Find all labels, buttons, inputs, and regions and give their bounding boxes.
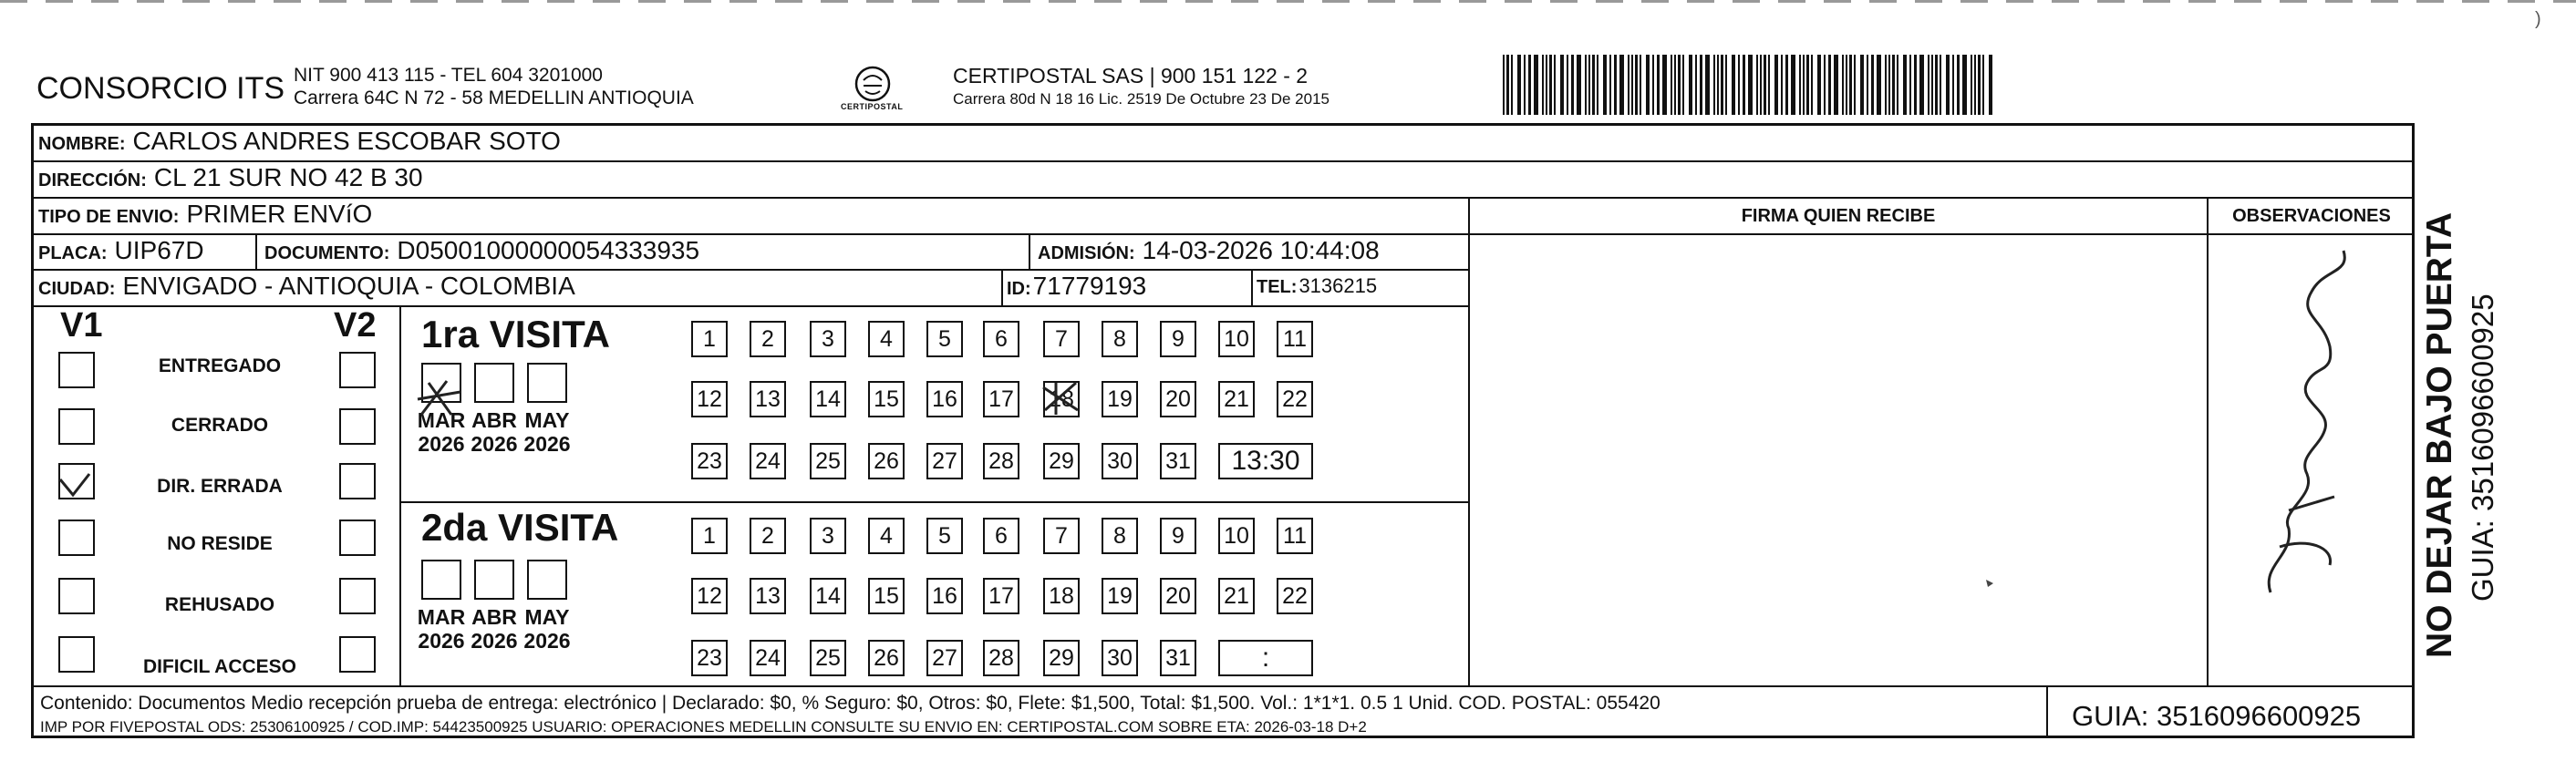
day-box[interactable]: 7 <box>1043 518 1080 554</box>
status-label: NO RESIDE <box>167 533 273 554</box>
day-box[interactable]: 7 <box>1043 321 1080 357</box>
day-box[interactable]: 15 <box>868 381 905 417</box>
day-box[interactable]: 10 <box>1218 518 1255 554</box>
day-box[interactable]: 21 <box>1218 381 1255 417</box>
day-box[interactable]: 15 <box>868 578 905 614</box>
documento-value: D05001000000054333935 <box>397 236 700 264</box>
status-label: DIR. ERRADA <box>157 476 283 497</box>
day-box[interactable]: 21 <box>1218 578 1255 614</box>
placa-label: PLACA: <box>38 243 108 263</box>
month-name: ABR <box>471 605 517 629</box>
day-box[interactable]: 8 <box>1102 321 1138 357</box>
day-box[interactable]: 13 <box>750 578 786 614</box>
day-box[interactable]: 3 <box>810 321 846 357</box>
day-box[interactable]: 4 <box>868 518 905 554</box>
documento-label: DOCUMENTO: <box>264 243 390 263</box>
month-name: MAR <box>417 605 466 629</box>
month-year: 2026 <box>418 629 465 653</box>
day-17-mark <box>1043 383 1078 415</box>
month-name: ABR <box>471 408 517 432</box>
day-box[interactable]: 4 <box>868 321 905 357</box>
day-box[interactable]: 25 <box>810 443 846 479</box>
day-box[interactable]: 5 <box>926 518 963 554</box>
side-no-dejar: NO DEJAR BAJO PUERTA <box>2420 211 2459 658</box>
day-box[interactable]: 28 <box>983 640 1019 676</box>
day-box[interactable]: 14 <box>810 578 846 614</box>
day-box[interactable]: 10 <box>1218 321 1255 357</box>
day-box[interactable]: 5 <box>926 321 963 357</box>
day-box[interactable]: 11 <box>1277 321 1313 357</box>
day-box[interactable]: 16 <box>926 381 963 417</box>
month-march-mark <box>418 381 460 415</box>
checkmark-dir-errada <box>60 474 89 495</box>
time-box[interactable]: : <box>1218 640 1313 676</box>
month-year: 2026 <box>418 432 465 456</box>
day-box[interactable]: 3 <box>810 518 846 554</box>
observaciones-header: OBSERVACIONES <box>2232 206 2391 226</box>
corner-mark: ) <box>2535 9 2541 29</box>
day-box[interactable]: 22 <box>1277 578 1313 614</box>
month-year: 2026 <box>523 629 571 653</box>
day-box[interactable]: 1 <box>691 321 728 357</box>
day-box[interactable]: 17 <box>983 381 1019 417</box>
nombre-label: NOMBRE: <box>38 134 126 154</box>
month-name: MAY <box>524 408 570 432</box>
day-box[interactable]: 26 <box>868 443 905 479</box>
footer-contenido: Contenido: Documentos Medio recepción prueba de entrega: electrónico | Declarado: $0, % Seguro: $0, Otros: $0, Flete: $1,500, Total: $1,500. Vol.: 1*1*1. 0.5 1 Unid. COD. POSTAL: 055420 <box>40 693 1660 714</box>
day-box[interactable]: 6 <box>983 321 1019 357</box>
tel-value: 3136215 <box>1298 274 1378 297</box>
day-box[interactable]: 2 <box>750 321 786 357</box>
side-guia: GUIA: 3516096600925 <box>2466 293 2499 602</box>
certipostal-line2: Carrera 80d N 18 16 Lic. 2519 De Octubre 23 De 2015 <box>953 90 1329 108</box>
visit2-title: 2da VISITA <box>421 506 619 549</box>
firma-header: FIRMA QUIEN RECIBE <box>1741 206 1936 226</box>
day-box[interactable]: 12 <box>691 578 728 614</box>
day-box[interactable]: 19 <box>1102 381 1138 417</box>
day-box[interactable]: 8 <box>1102 518 1138 554</box>
status-label: ENTREGADO <box>158 355 282 376</box>
day-box[interactable]: 22 <box>1277 381 1313 417</box>
v2-label: V2 <box>334 306 377 345</box>
day-box[interactable]: 27 <box>926 640 963 676</box>
time-box[interactable]: 13:30 <box>1218 443 1313 479</box>
day-box[interactable]: 20 <box>1160 578 1196 614</box>
day-box[interactable]: 12 <box>691 381 728 417</box>
day-box[interactable]: 6 <box>983 518 1019 554</box>
tipo-value: PRIMER ENVíO <box>186 200 373 228</box>
day-box[interactable]: 31 <box>1160 640 1196 676</box>
day-box[interactable]: 29 <box>1043 443 1080 479</box>
visit1-title: 1ra VISITA <box>421 313 610 355</box>
day-box[interactable]: 30 <box>1102 640 1138 676</box>
day-box[interactable]: 29 <box>1043 640 1080 676</box>
day-box[interactable]: 26 <box>868 640 905 676</box>
day-box[interactable]: 18 <box>1043 381 1080 417</box>
id-label: ID: <box>1007 279 1031 299</box>
placa-value: UIP67D <box>114 236 204 264</box>
company-name: CONSORCIO ITS <box>36 71 285 106</box>
status-label: DIFICIL ACCESO <box>142 656 296 677</box>
id-value: 71779193 <box>1032 272 1147 300</box>
day-box[interactable]: 9 <box>1160 321 1196 357</box>
day-box[interactable]: 11 <box>1277 518 1313 554</box>
certipostal-line1: CERTIPOSTAL SAS | 900 151 122 - 2 <box>953 64 1309 87</box>
stray-mark <box>1986 580 1993 587</box>
ciudad-label: CIUDAD: <box>38 279 116 299</box>
day-box[interactable]: 2 <box>750 518 786 554</box>
day-box[interactable]: 13 <box>750 381 786 417</box>
status-label: CERRADO <box>171 415 269 436</box>
day-box[interactable]: 14 <box>810 381 846 417</box>
direccion-label: DIRECCIÓN: <box>38 170 147 190</box>
admision-value: 14-03-2026 10:44:08 <box>1142 236 1380 264</box>
day-box[interactable]: 24 <box>750 640 786 676</box>
tipo-label: TIPO DE ENVIO: <box>38 207 180 227</box>
day-box[interactable]: 19 <box>1102 578 1138 614</box>
day-box[interactable]: 16 <box>926 578 963 614</box>
day-box[interactable]: 31 <box>1160 443 1196 479</box>
day-box[interactable]: 1 <box>691 518 728 554</box>
month-year: 2026 <box>471 432 518 456</box>
nombre-value: CARLOS ANDRES ESCOBAR SOTO <box>132 127 561 155</box>
month-year: 2026 <box>523 432 571 456</box>
nit-line: NIT 900 413 115 - TEL 604 3201000 <box>294 65 603 86</box>
day-box[interactable]: 28 <box>983 443 1019 479</box>
day-box[interactable]: 18 <box>1043 578 1080 614</box>
day-box[interactable]: 24 <box>750 443 786 479</box>
status-label: REHUSADO <box>164 594 275 615</box>
day-box[interactable]: 27 <box>926 443 963 479</box>
ciudad-value: ENVIGADO - ANTIOQUIA - COLOMBIA <box>122 272 575 300</box>
seal-caption: CERTIPOSTAL <box>841 102 904 111</box>
month-year: 2026 <box>471 629 518 653</box>
month-name: MAR <box>417 408 466 432</box>
v1-label: V1 <box>60 306 103 345</box>
day-box[interactable]: 20 <box>1160 381 1196 417</box>
day-box[interactable]: 30 <box>1102 443 1138 479</box>
day-box[interactable]: 17 <box>983 578 1019 614</box>
signature-icon <box>2269 251 2344 592</box>
address-line: Carrera 64C N 72 - 58 MEDELLIN ANTIOQUIA <box>294 87 694 108</box>
day-box[interactable]: 23 <box>691 640 728 676</box>
footer-imp: IMP POR FIVEPOSTAL ODS: 25306100925 / COD.IMP: 54423500925 USUARIO: OPERACIONES MEDELLIN CONSULTE SU ENVIO EN: CERTIPOSTAL.COM SOBRE ETA: 2026-03-18 D+2 <box>40 718 1367 736</box>
month-name: MAY <box>524 605 570 629</box>
footer-guia: GUIA: 3516096600925 <box>2072 700 2362 732</box>
day-box[interactable]: 25 <box>810 640 846 676</box>
tel-label: TEL: <box>1257 277 1298 297</box>
day-box[interactable]: 9 <box>1160 518 1196 554</box>
direccion-value: CL 21 SUR NO 42 B 30 <box>153 163 423 191</box>
admision-label: ADMISIÓN: <box>1038 243 1135 263</box>
day-box[interactable]: 23 <box>691 443 728 479</box>
